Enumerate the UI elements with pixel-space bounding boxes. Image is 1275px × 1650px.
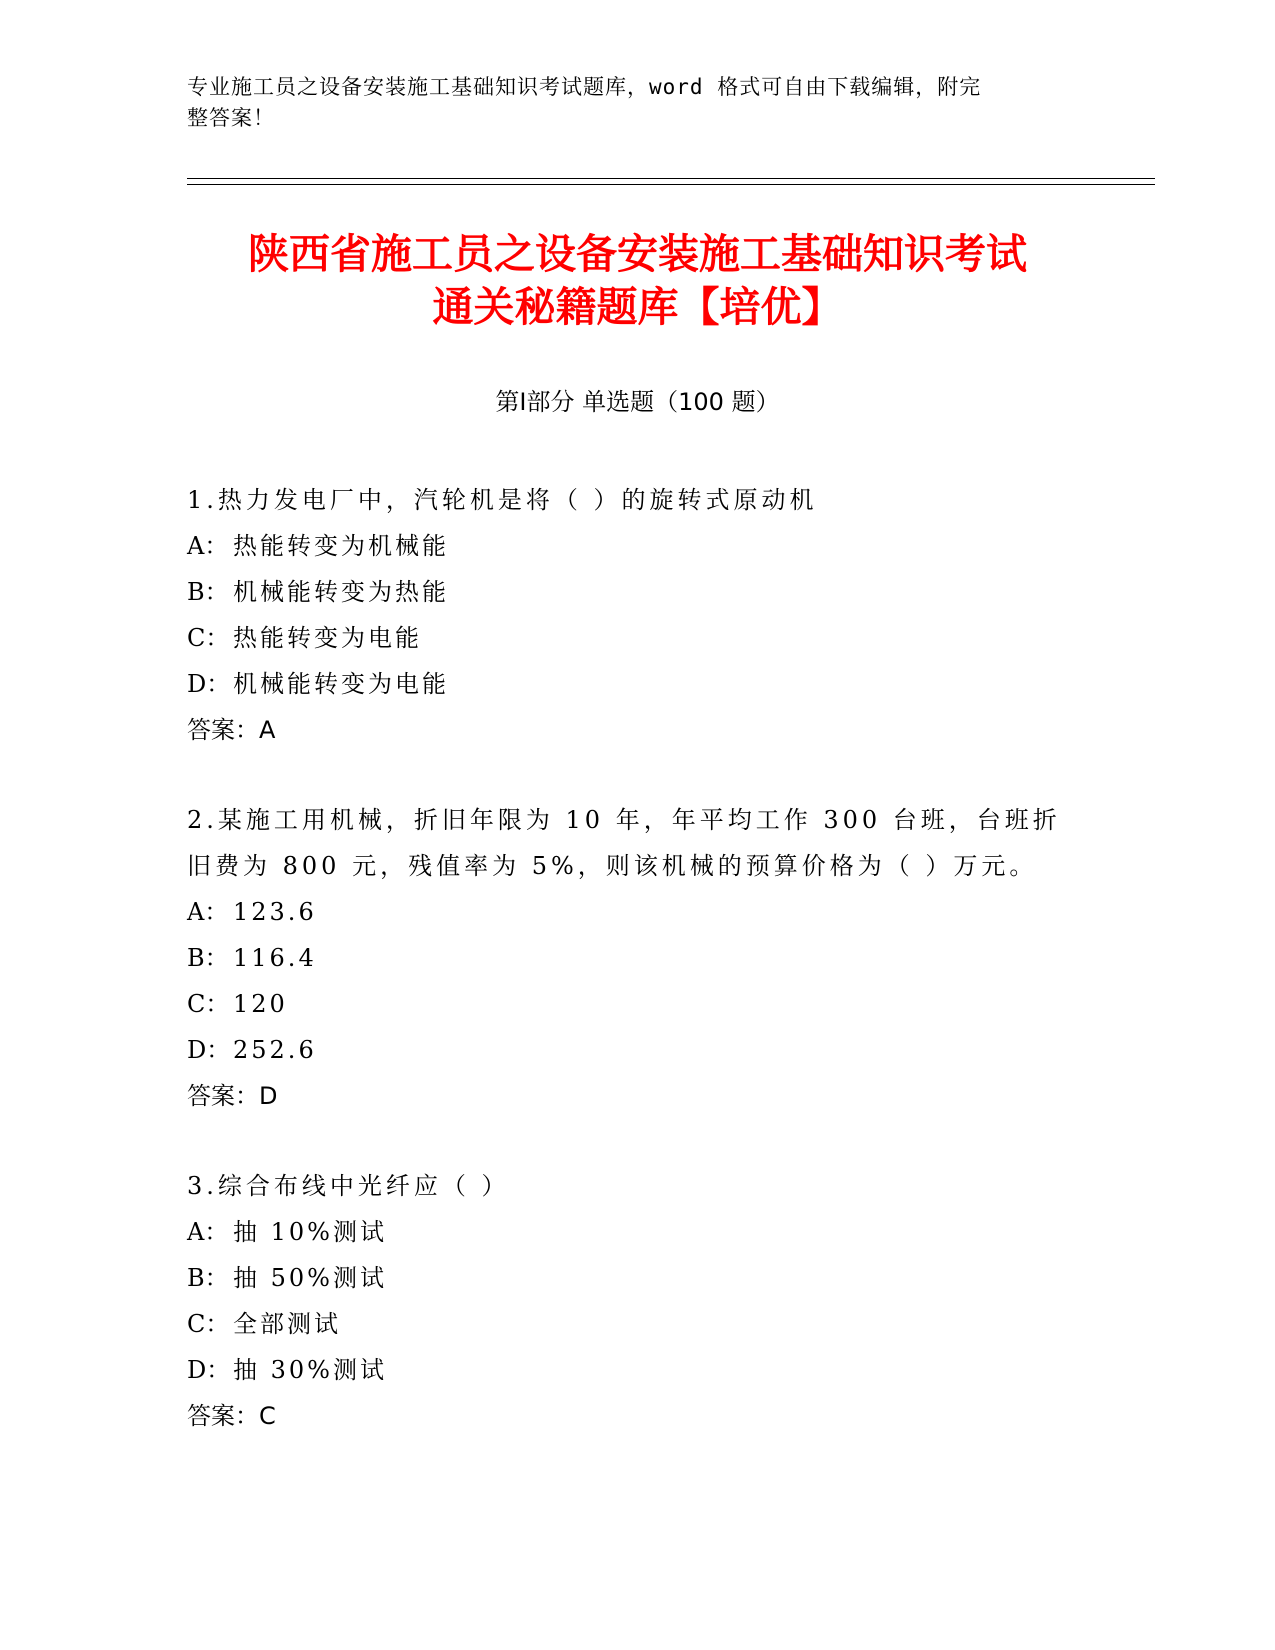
option-letter: A：	[187, 532, 229, 560]
option-b	[187, 935, 1087, 981]
option-letter: B：	[187, 1264, 229, 1292]
option-letter: D：	[187, 1356, 231, 1384]
answer-line: 答案：D	[187, 1082, 278, 1110]
option-text: 热能转变为机械能	[233, 532, 449, 560]
option-c	[187, 1301, 1087, 1347]
option-text: 抽 50%测试	[233, 1264, 387, 1292]
header-divider-top	[187, 178, 1155, 179]
header-divider-bottom	[187, 184, 1155, 185]
option-b	[187, 569, 1087, 615]
question-3	[187, 1163, 1087, 1439]
option-b	[187, 1255, 1087, 1301]
header-note	[187, 72, 1067, 134]
option-c	[187, 981, 1087, 1027]
question-stem: 2.某施工用机械，折旧年限为 10 年，年平均工作 300 台班，台班折旧费为 800 元，残值率为 5%，则该机械的预算价格为（ ）万元。	[187, 806, 1061, 880]
option-d	[187, 661, 1087, 707]
document-title-line-1: 陕西省施工员之设备安装施工基础知识考试	[248, 230, 1027, 278]
answer-line: 答案：C	[187, 1402, 276, 1430]
option-letter: B：	[187, 578, 229, 606]
option-text: 123.6	[233, 898, 317, 926]
option-c	[187, 615, 1087, 661]
option-a	[187, 889, 1087, 935]
option-letter: D：	[187, 1036, 231, 1064]
option-text: 120	[233, 990, 288, 1018]
option-text: 机械能转变为电能	[233, 670, 449, 698]
question-list	[187, 477, 1087, 1483]
header-note-line-1: 专业施工员之设备安装施工基础知识考试题库，word 格式可自由下载编辑，附完	[187, 75, 982, 99]
option-letter: C：	[187, 990, 230, 1018]
option-d	[187, 1347, 1087, 1393]
option-letter: D：	[187, 670, 231, 698]
option-letter: C：	[187, 624, 230, 652]
option-text: 机械能转变为热能	[233, 578, 449, 606]
document-title-line-2: 通关秘籍题库【培优】	[432, 283, 843, 331]
option-a	[187, 1209, 1087, 1255]
option-letter: A：	[187, 1218, 229, 1246]
document-title	[150, 228, 1125, 334]
option-text: 抽 10%测试	[233, 1218, 387, 1246]
question-1	[187, 477, 1087, 753]
option-text: 抽 30%测试	[233, 1356, 387, 1384]
question-stem: 3.综合布线中光纤应（ ）	[187, 1172, 510, 1200]
option-a	[187, 523, 1087, 569]
option-letter: C：	[187, 1310, 230, 1338]
option-text: 252.6	[233, 1036, 317, 1064]
option-text: 全部测试	[233, 1310, 341, 1338]
section-heading: 第Ⅰ部分 单选题（100 题）	[495, 388, 780, 416]
option-text: 热能转变为电能	[233, 624, 422, 652]
header-note-line-2: 整答案！	[187, 106, 275, 130]
question-stem: 1.热力发电厂中，汽轮机是将（ ）的旋转式原动机	[187, 486, 818, 514]
answer-line: 答案：A	[187, 716, 276, 744]
option-text: 116.4	[233, 944, 317, 972]
option-letter: A：	[187, 898, 229, 926]
option-letter: B：	[187, 944, 229, 972]
question-2	[187, 797, 1087, 1119]
option-d	[187, 1027, 1087, 1073]
